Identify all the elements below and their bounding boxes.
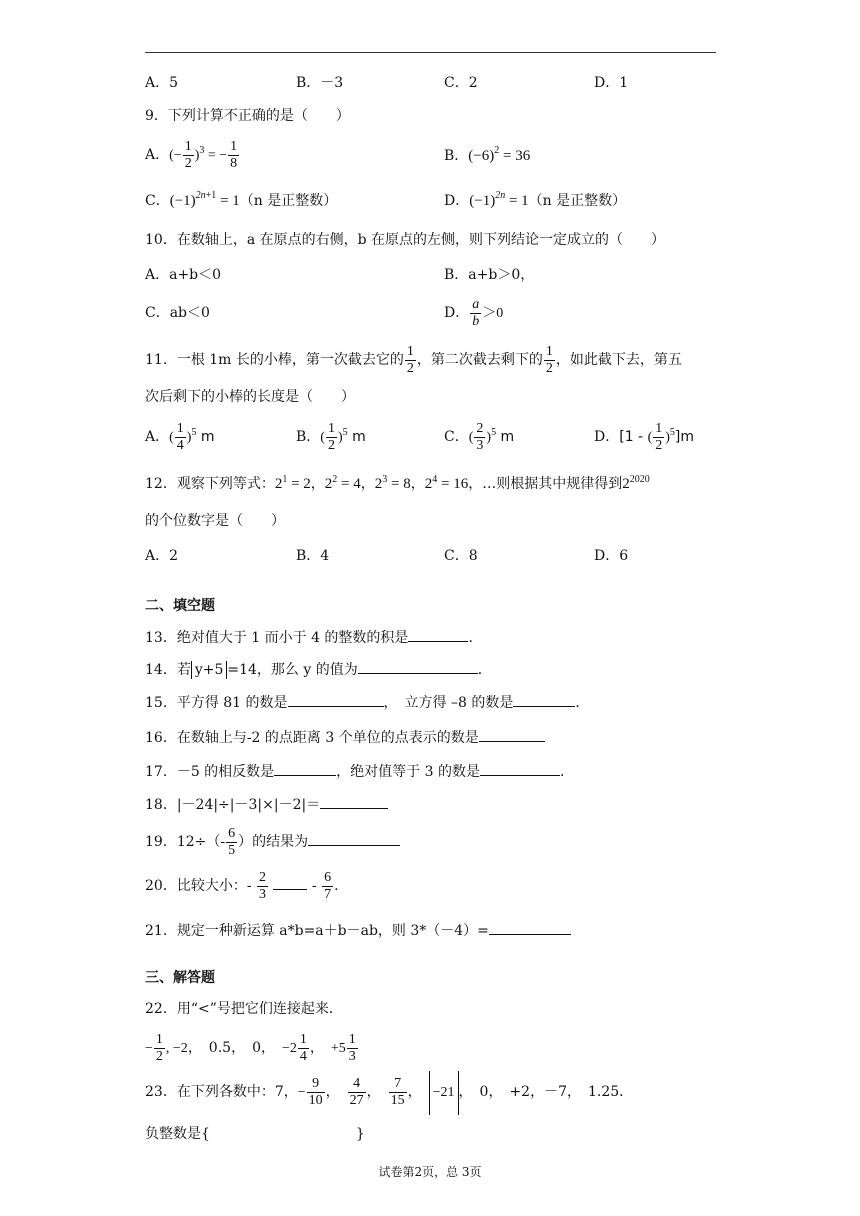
q15: 15．平方得 81 的数是 ， 立方得 –8 的数是 ．	[145, 692, 589, 712]
q17: 17．－5 的相反数是 ，绝对值等于 3 的数是 ．	[145, 761, 574, 781]
q16: 16．在数轴上与-2 的点距离 3 个单位的点表示的数是	[145, 727, 545, 747]
q10-option-d: D． $\frac{a}{b}$ ＞0	[444, 297, 504, 330]
q11-option-a: A．( $\frac{1}{4}$ )$^5$ m	[145, 421, 215, 454]
q11-option-d: D．[1 - ( $\frac{1}{2}$ )$^5$]m	[594, 421, 695, 454]
q9-option-b: B．$(-6)^2 = 36$	[444, 145, 531, 164]
q22-numbers: − $\frac{1}{2}$ , −2， 0.5， 0， −2 $\frac{1}{4}$ ， +5 $\frac{1}{3}$	[145, 1032, 356, 1065]
header-rule	[145, 52, 716, 53]
q12-option-b: B．4	[296, 548, 330, 564]
q14: 14．若 y+5 =14，那么 y 的值为 ．	[145, 659, 492, 679]
q11-stem-line2: 次后剩下的小棒的长度是（ ）	[145, 389, 355, 405]
q12-option-d: D．6	[594, 548, 629, 564]
q10-stem: 10．在数轴上，a 在原点的右侧，b 在原点的左侧，则下列结论一定成立的（ ）	[145, 232, 666, 248]
q8-option-a: A．5	[145, 75, 179, 91]
q20: 20．比较大小：- $\frac{2}{3}$ - $\frac{6}{7}$ .	[145, 869, 339, 902]
q10-option-b: B．a+b＞0，	[444, 267, 535, 283]
q12-option-a: A．2	[145, 548, 179, 564]
q10-option-a: A．a+b＜0	[145, 267, 222, 283]
q22: 22．用“<”号把它们连接起来．	[145, 1001, 343, 1017]
q9-option-c: C．$(-1)^{2n+1} = 1(n$ 是正整数）	[145, 190, 338, 209]
section3-title: 三、解答题	[145, 970, 215, 986]
q12-stem-line1: 12．观察下列等式：$2^1 = 2$，$2^2 = 4$，$2^3 = 8$，$2^4 = 16$，…则根据其中规律得到$2^{2020}$	[145, 474, 650, 492]
q19: 19．12÷（- $\frac{6}{5}$ ）的结果为	[145, 822, 400, 862]
q8-option-b: B．－3	[296, 75, 344, 91]
q9-option-a: A．(− $\frac{1}{2}$ )$^3$ = − $\frac{1}{8}$	[145, 139, 238, 172]
q23-negative-integers: 负整数是{ }	[145, 1126, 365, 1142]
q21: 21．规定一种新运算 a*b=a＋b－ab，则 3*（－4）=	[145, 920, 571, 940]
q9-option-d: D．$(-1)^{2n} = 1(n$ 是正整数）	[444, 190, 627, 209]
page-footer: 试卷第2页，总 3页	[378, 1165, 482, 1179]
q13: 13．绝对值大于 1 而小于 4 的整数的积是 ．	[145, 627, 482, 647]
q18: 18．|－24|÷|－3|×|－2|＝	[145, 794, 388, 814]
q8-option-d: D．1	[594, 75, 629, 91]
q11-stem-line1: 11．一根 1m 长的小棒，第一次截去它的 $\frac{1}{2}$ ，第二次截去剩下的 $\frac{1}{2}$ ，如此截下去，第五	[145, 343, 682, 376]
q10-option-c: C．ab＜0	[145, 305, 210, 321]
q12-stem-line2: 的个位数字是（ ）	[145, 513, 285, 529]
section2-title: 二、填空题	[145, 598, 215, 614]
q11-option-c: C．( $\frac{2}{3}$ )$^5$ m	[444, 421, 515, 454]
q11-option-b: B．( $\frac{1}{2}$ )$^5$ m	[296, 421, 366, 454]
q12-option-c: C．8	[444, 548, 478, 564]
q8-option-c: C．2	[444, 75, 478, 91]
q9-stem: 9．下列计算不正确的是（ ）	[145, 108, 350, 124]
q23-stem: 23．在下列各数中：7，− $\frac{9}{10}$ ， $\frac{4}{27}$ ， $\frac{7}{15}$ ， −21 ， 0， +2，－7， 1.25．	[145, 1070, 633, 1115]
